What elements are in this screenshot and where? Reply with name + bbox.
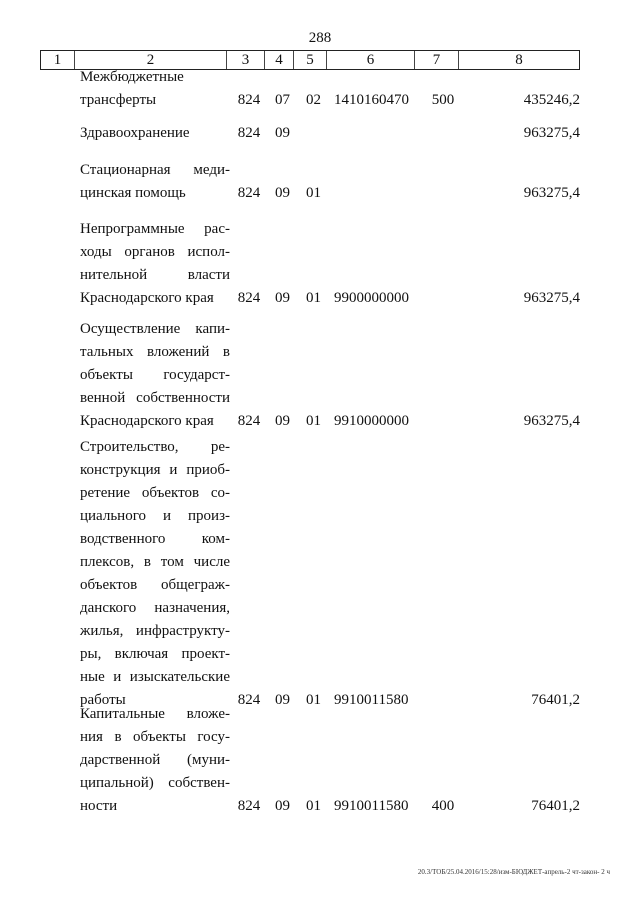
header-col-6: 6 (327, 51, 415, 69)
header-col-4: 4 (265, 51, 294, 69)
cell-c5: 01 (306, 413, 321, 429)
cell-c6: 1410160470 (334, 92, 409, 108)
name-line: водственного ком- (80, 531, 230, 547)
footer-note: 20.3/ТОБ/25.04.2016/15:28/изм-БЮДЖЕТ-апрель-2 чт-закон- 2 ч (417, 868, 610, 876)
name-line: ния в объекты госу- (80, 729, 230, 745)
cell-c4: 09 (275, 185, 290, 201)
name-line: Непрограммные рас- (80, 221, 230, 237)
cell-name (80, 66, 230, 112)
table-row (40, 122, 580, 145)
cell-c3: 824 (237, 92, 261, 108)
cell-c8: 963275,4 (523, 185, 580, 201)
name-line: объекты государст- (80, 367, 230, 383)
cell-c6: 9900000000 (334, 290, 409, 306)
name-line: Стационарная меди- (80, 162, 230, 178)
cell-name (80, 703, 230, 818)
name-line: Осуществление капи- (80, 321, 230, 337)
header-col-8: 8 (515, 52, 523, 68)
cell-c8: 963275,4 (523, 290, 580, 306)
name-line: венной собственности (80, 390, 230, 406)
table-row (40, 159, 580, 205)
table-row (40, 703, 580, 818)
cell-c3: 824 (237, 692, 261, 708)
cell-c4: 09 (275, 125, 290, 141)
cell-c8: 963275,4 (523, 413, 580, 429)
cell-name (80, 218, 230, 310)
header-col-2: 2 (75, 51, 227, 69)
name-line: ности (80, 798, 118, 814)
cell-c6: 9910011580 (334, 692, 409, 708)
name-line: ретение объектов со- (80, 485, 230, 501)
name-line: трансферты (80, 92, 157, 108)
table-row (40, 66, 580, 112)
table-row (40, 436, 580, 712)
name-line: циального и произ- (80, 508, 230, 524)
cell-c4: 07 (275, 92, 290, 108)
header-col-7: 7 (415, 51, 459, 69)
table-row (40, 318, 580, 433)
cell-c8: 76401,2 (531, 798, 580, 814)
cell-c3: 824 (237, 125, 261, 141)
cell-c5: 01 (306, 290, 321, 306)
name-line: цинская помощь (80, 185, 186, 201)
table-row (40, 218, 580, 310)
cell-c5: 01 (306, 798, 321, 814)
name-line: Строительство, ре- (80, 439, 230, 455)
cell-c8: 76401,2 (531, 692, 580, 708)
name-line: работы (80, 692, 126, 708)
cell-c3: 824 (237, 185, 261, 201)
name-line: Капитальные вложе- (80, 706, 230, 722)
cell-c8: 963275,4 (523, 125, 580, 141)
name-line: нительной власти (80, 267, 230, 283)
name-line: конструкция и приоб- (80, 462, 230, 478)
header-col-5: 5 (294, 51, 327, 69)
cell-c5: 02 (306, 92, 321, 108)
name-line: Краснодарского края (80, 290, 214, 306)
cell-c4: 09 (275, 692, 290, 708)
name-line: тальных вложений в (80, 344, 230, 360)
cell-c5: 01 (306, 185, 321, 201)
cell-c3: 824 (237, 290, 261, 306)
name-line: ные и изыскательские (80, 669, 230, 685)
cell-c5: 01 (306, 692, 321, 708)
header-col-1: 1 (41, 51, 75, 69)
name-line: ципальной) собствен- (80, 775, 230, 791)
name-line: жилья, инфраструкту- (80, 623, 230, 639)
page-number: 288 (308, 30, 332, 46)
cell-name (80, 122, 230, 145)
name-line: Межбюджетные (80, 69, 184, 85)
cell-name (80, 436, 230, 712)
cell-name (80, 318, 230, 433)
name-line: плексов, в том числе (80, 554, 230, 570)
cell-c6: 9910000000 (334, 413, 409, 429)
cell-c4: 09 (275, 413, 290, 429)
cell-c7: 500 (431, 92, 455, 108)
cell-c7: 400 (431, 798, 455, 814)
header-col-3: 3 (227, 51, 265, 69)
name-line: объектов общеграж- (80, 577, 230, 593)
name-line: ходы органов испол- (80, 244, 230, 260)
cell-c4: 09 (275, 798, 290, 814)
name-line: ры, включая проект- (80, 646, 230, 662)
cell-c3: 824 (237, 413, 261, 429)
cell-c4: 09 (275, 290, 290, 306)
name-line: данского назначения, (80, 600, 230, 616)
cell-c3: 824 (237, 798, 261, 814)
name-line: Краснодарского края (80, 413, 214, 429)
cell-c6: 9910011580 (334, 798, 409, 814)
cell-c8: 435246,2 (523, 92, 580, 108)
name-line: дарственной (муни- (80, 752, 230, 768)
name-line: Здравоохранение (80, 125, 190, 141)
cell-name (80, 159, 230, 205)
